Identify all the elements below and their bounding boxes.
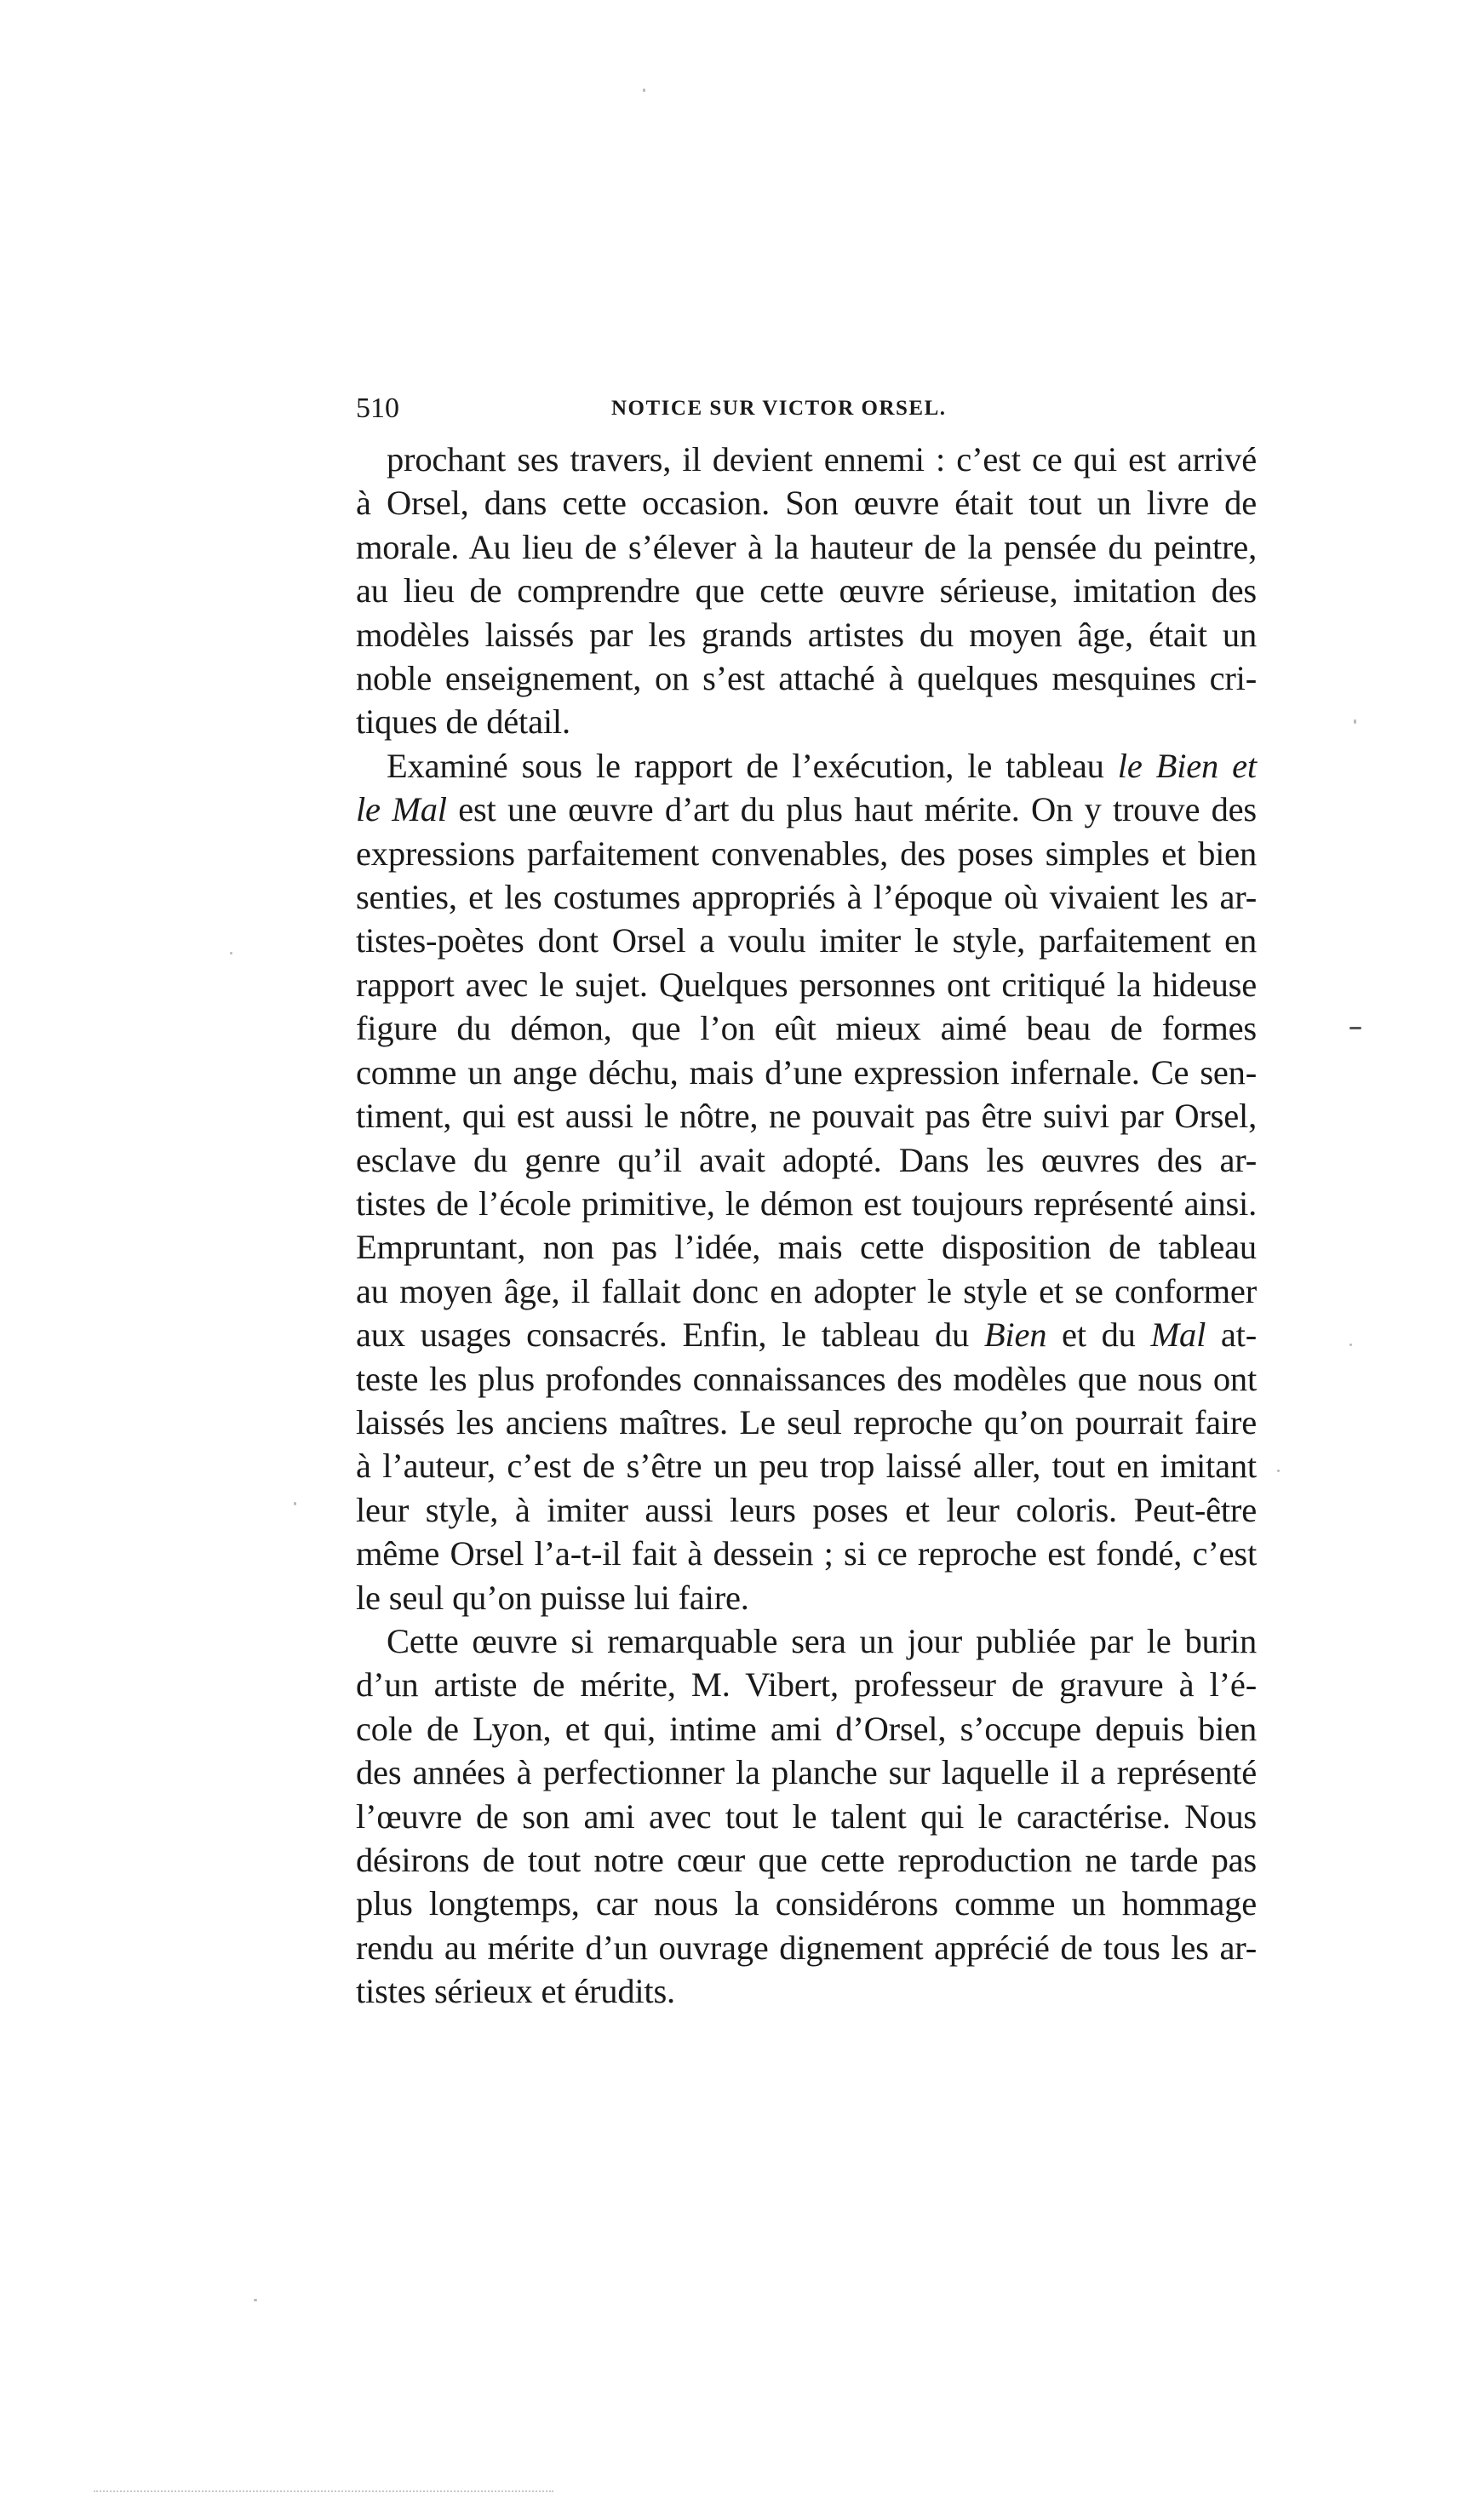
text-run: noble enseignement, on s’est attaché à quelques mesquines cri- [356,659,1257,698]
text-run: expressions parfaitement convenables, des poses simples et bien [356,834,1257,873]
text-run: cole de Lyon, et qui, intime ami d’Orsel, s’occupe depuis bien [356,1709,1257,1748]
text-run: aux usages consacrés. Enfin, le tableau du [356,1315,984,1355]
text-run: prochant ses travers, il devient ennemi : c’est ce qui est arrivé [387,440,1257,479]
text-line [356,1969,1257,2013]
italic-title-text: le Bien et [1117,746,1257,785]
text-line [356,919,1257,962]
page-number: 510 [356,393,399,424]
text-line [356,700,1257,743]
text-line [356,569,1257,612]
text-run: rendu au mérite d’un ouvrage dignement apprécié de tous les ar- [356,1928,1257,1967]
text-run: tistes sérieux et érudits. [356,1972,675,2011]
text-line [356,1006,1257,1050]
text-line [356,1094,1257,1138]
text-run: est une œuvre d’art du plus haut mérite. On y trouve des [446,790,1257,829]
text-line [356,832,1257,875]
running-head [356,385,1257,433]
scan-speck [643,89,645,92]
text-line [356,438,1257,481]
text-line [356,1138,1257,1182]
text-run: teste les plus profondes connaissances des modèles que nous ont [356,1359,1257,1398]
text-line [356,788,1257,831]
text-run: laissés les anciens maîtres. Le seul reproche qu’on pourrait faire [356,1402,1257,1441]
text-run: comme un ange déchu, mais d’une expression infernale. Ce sen- [356,1052,1257,1092]
text-line [356,1926,1257,1969]
italic-title-text: le Mal [356,790,447,829]
scan-edge-marks [94,2490,553,2496]
text-run: d’un artiste de mérite, M. Vibert, professeur de gravure à l’é- [356,1665,1257,1705]
text-line [356,525,1257,569]
text-run: Cette œuvre si remarquable sera un jour publiée par le burin [387,1621,1257,1660]
text-line [356,1838,1257,1882]
text-run: et du [1046,1315,1151,1355]
paragraph [356,438,1257,744]
text-run: senties, et les costumes appropriés à l’époque où vivaient les ar- [356,878,1257,917]
text-line [356,963,1257,1006]
text-line [356,1751,1257,1794]
scan-speck [1349,1344,1352,1346]
paragraph [356,1619,1257,2014]
text-line [356,1182,1257,1225]
text-run: au lieu de comprendre que cette œuvre sérieuse, imitation des [356,571,1257,610]
text-run: à Orsel, dans cette occasion. Son œuvre était tout un livre de [356,484,1257,523]
text-run: plus longtemps, car nous la considérons comme un hommage [356,1884,1257,1923]
text-run: au moyen âge, il fallait donc en adopter le style et se conformer [356,1271,1257,1310]
text-run: l’œuvre de son ami avec tout le talent qui le caractérise. Nous [356,1797,1257,1836]
text-line [356,1225,1257,1269]
text-block [356,385,1257,2014]
text-line [356,1663,1257,1706]
text-line [356,1313,1257,1356]
text-run: Empruntant, non pas l’idée, mais cette disposition de tableau [356,1228,1257,1267]
text-run: leur style, à imiter aussi leurs poses et leur coloris. Peut-être [356,1490,1257,1529]
text-line [356,1576,1257,1619]
text-line [356,1051,1257,1094]
text-line [356,1882,1257,1925]
text-run: tistes de l’école primitive, le démon est toujours représenté ainsi. [356,1183,1257,1223]
scan-speck [230,952,232,954]
italic-title-text: Bien [983,1315,1047,1355]
text-run: esclave du genre qu’il avait adopté. Dans les œuvres des ar- [356,1140,1257,1179]
text-run: même Orsel l’a-t-il fait à dessein ; si ce reproche est fondé, c’est [356,1534,1257,1573]
scan-speck [294,1502,296,1505]
text-line [356,1401,1257,1444]
text-run: Examiné sous le rapport de l’exécution, le tableau [387,746,1118,785]
text-line [356,481,1257,524]
text-line [356,613,1257,656]
text-line [356,1795,1257,1838]
body-text [356,438,1257,2014]
text-line [356,1488,1257,1532]
text-line [356,1707,1257,1751]
running-title: NOTICE SUR VICTOR ORSEL. [611,397,947,420]
text-run: morale. Au lieu de s’élever à la hauteur de la pensée du peintre, [356,527,1257,566]
text-line [356,656,1257,700]
text-run: timent, qui est aussi le nôtre, ne pouvait pas être suivi par Orsel, [356,1097,1257,1136]
text-line [356,1532,1257,1575]
text-run: tiques de détail. [356,702,570,742]
text-run: à l’auteur, c’est de s’être un peu trop laissé aller, tout en imitant [356,1447,1257,1486]
text-run: figure du démon, que l’on eût mieux aimé beau de formes [356,1009,1257,1048]
text-run: désirons de tout notre cœur que cette reproduction ne tarde pas [356,1841,1257,1879]
text-line [356,1357,1257,1401]
text-run: modèles laissés par les grands artistes du moyen âge, était un [356,615,1257,654]
text-run: le seul qu’on puisse lui faire. [356,1578,749,1617]
text-run: at- [1206,1315,1257,1355]
text-run: tistes-poètes dont Orsel a voulu imiter le style, parfaitement en [356,921,1257,960]
text-run: rapport avec le sujet. Quelques personnes ont critiqué la hideuse [356,965,1257,1004]
text-line [356,744,1257,788]
paragraph [356,744,1257,1619]
scan-speck [1277,1470,1280,1472]
text-line [356,1269,1257,1313]
scan-speck [254,2299,257,2301]
text-line [356,875,1257,919]
text-line [356,1444,1257,1487]
italic-title-text: Mal [1150,1315,1206,1355]
text-run: des années à perfectionner la planche sur laquelle il a représenté [356,1753,1257,1792]
scan-speck [1349,1027,1361,1029]
text-line [356,1619,1257,1663]
scan-speck [1354,719,1356,724]
